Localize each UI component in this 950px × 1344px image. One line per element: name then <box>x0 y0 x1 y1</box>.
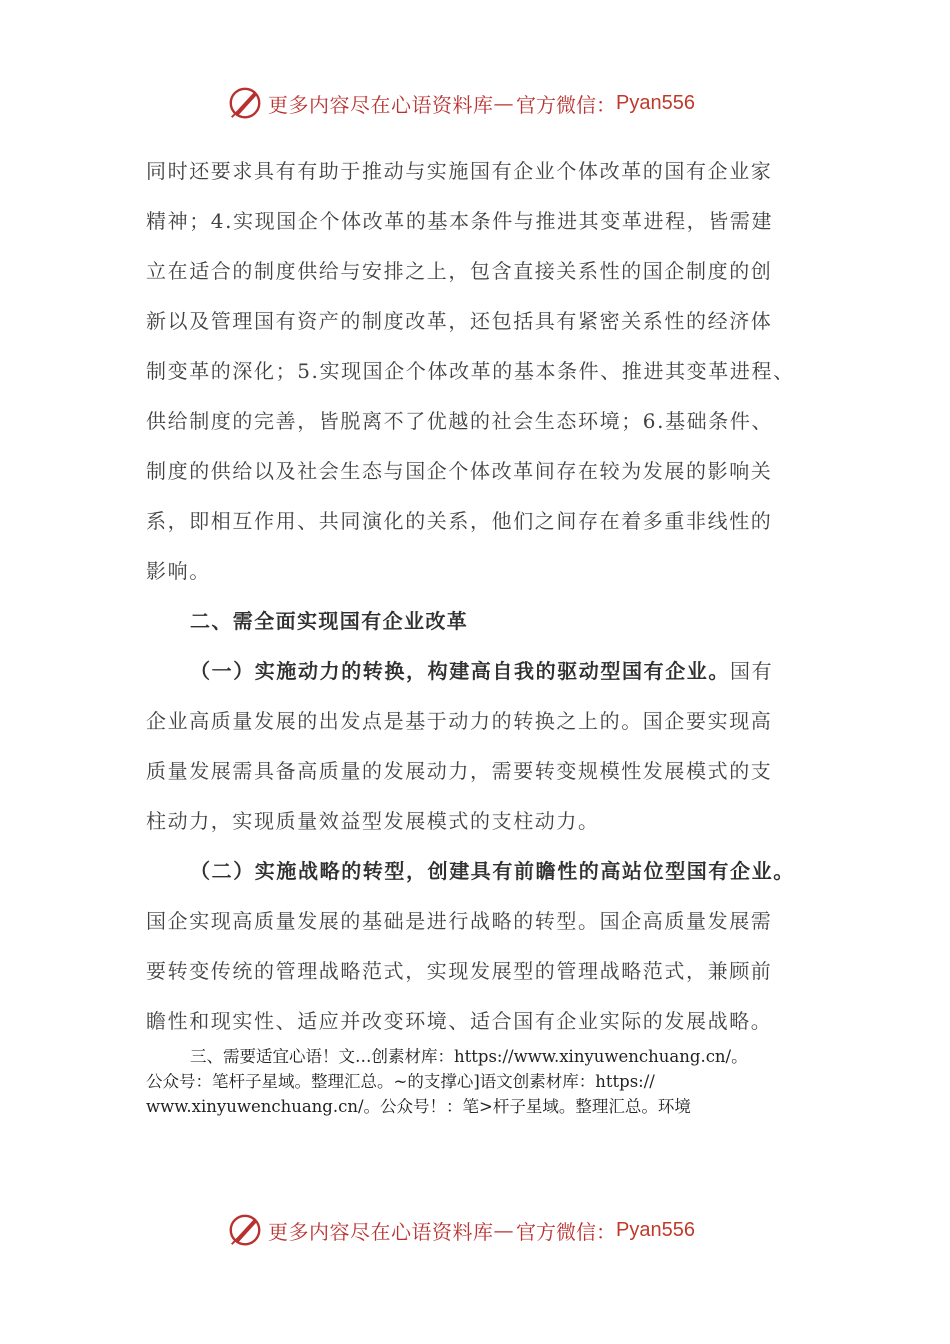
tail-line: www.xinyuwenchuang.cn/。公众号！：笔>杆子星域。整理汇总。环境 <box>146 1097 691 1116</box>
banner-wechat-label: 官方微信： <box>516 92 616 117</box>
tail-paragraph <box>146 1044 836 1119</box>
subsection-lead-text: 国有 <box>730 659 774 683</box>
text-line: 同时还要求具有有助于推动与实施国有企业个体改革的国有企业家 <box>146 159 773 183</box>
banner-wechat-id: Pyan556 <box>616 91 695 114</box>
text-line: 柱动力，实现质量效益型发展模式的支柱动力。 <box>146 809 600 833</box>
subsection-title: （一）实施动力的转换，构建高自我的驱动型国有企业。 <box>190 659 730 683</box>
banner-separator: — <box>493 1218 514 1242</box>
banner-brand: 更多内容尽在心语资料库 <box>268 92 494 117</box>
text-line: 精神；4.实现国企个体改革的基本条件与推进其变革进程，皆需建 <box>146 209 774 233</box>
tail-line: 公众号：笔杆子星域。整理汇总。~的支撑心]语文创素材库：https:// <box>146 1072 655 1091</box>
text-line: 制变革的深化；5.实现国企个体改革的基本条件、推进其变革进程、 <box>146 359 795 383</box>
document-body <box>146 150 826 1050</box>
text-line: 立在适合的制度供给与安排之上，包含直接关系性的国企制度的创 <box>146 259 773 283</box>
banner-separator: — <box>493 91 514 115</box>
banner-wechat-id: Pyan556 <box>616 1218 695 1241</box>
banner-wechat-label: 官方微信： <box>516 1219 616 1244</box>
text-line: 新以及管理国有资产的制度改革，还包括具有紧密关系性的经济体 <box>146 309 773 333</box>
text-line: 国企实现高质量发展的基础是进行战略的转型。国企高质量发展需 <box>146 909 773 933</box>
footer-banner <box>226 1210 746 1250</box>
text-line: 要转变传统的管理战略范式，实现发展型的管理战略范式，兼顾前 <box>146 959 773 983</box>
text-line: 制度的供给以及社会生态与国企个体改革间存在较为发展的影响关 <box>146 459 773 483</box>
section-heading: 二、需全面实现国有企业改革 <box>190 609 469 633</box>
text-line: 供给制度的完善，皆脱离不了优越的社会生态环境；6.基础条件、 <box>146 409 774 433</box>
subsection-lead-line <box>146 850 826 900</box>
text-line: 质量发展需具备高质量的发展动力，需要转变规模性发展模式的支 <box>146 759 773 783</box>
text-line: 影响。 <box>146 559 211 583</box>
quill-logo-icon <box>226 1211 264 1249</box>
text-line: 瞻性和现实性、适应并改变环境、适合国有企业实际的发展战略。 <box>146 1009 773 1033</box>
subsection-title: （二）实施战略的转型，创建具有前瞻性的高站位型国有企业。 <box>190 859 795 883</box>
header-banner <box>226 83 746 123</box>
tail-line: 三、需要适宜心语！文…创素材库：https://www.xinyuwenchuang.cn/。 <box>190 1047 748 1066</box>
text-line: 系，即相互作用、共同演化的关系，他们之间存在着多重非线性的 <box>146 509 773 533</box>
text-line: 企业高质量发展的出发点是基于动力的转换之上的。国企要实现高 <box>146 709 773 733</box>
banner-brand: 更多内容尽在心语资料库 <box>268 1219 494 1244</box>
quill-logo-icon <box>226 84 264 122</box>
subsection-lead-line <box>146 650 826 700</box>
